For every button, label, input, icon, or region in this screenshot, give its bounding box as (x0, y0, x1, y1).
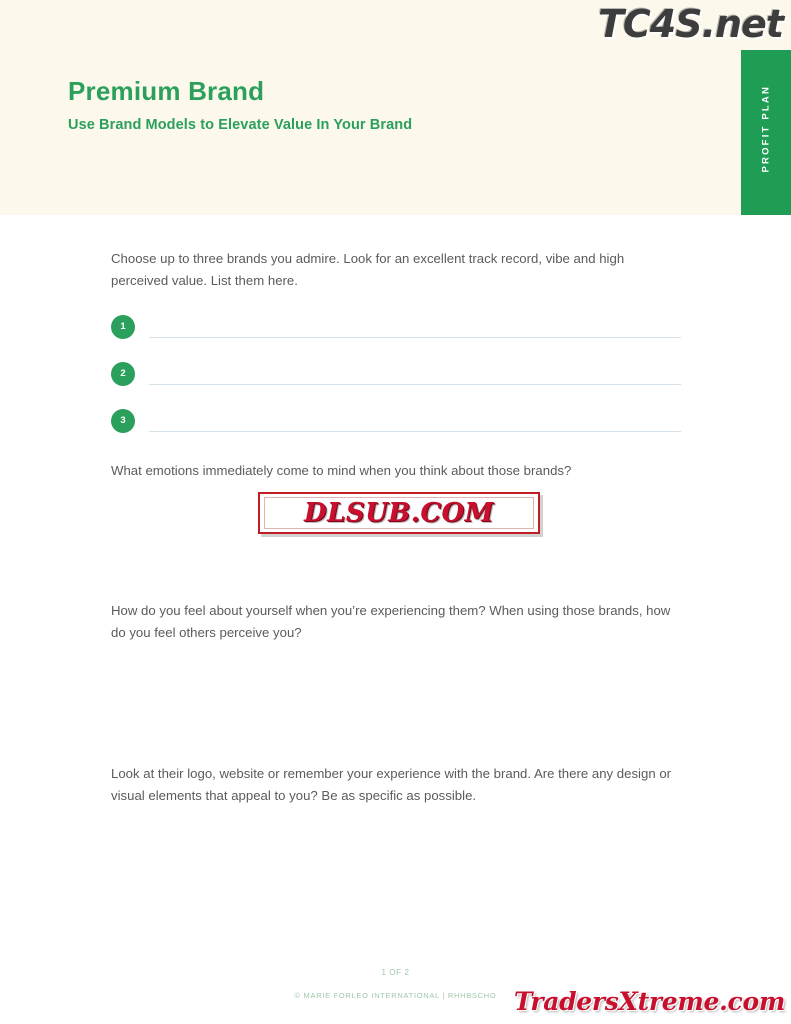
watermark-center-text: DLSUB.COM (304, 498, 494, 528)
watermark-bottom-right: TradersXtreme.com (513, 987, 785, 1016)
write-in-line[interactable] (149, 431, 681, 432)
prompt-2: What emotions immediately come to mind when you think about those brands? (111, 463, 572, 478)
list-number-badge: 1 (111, 315, 135, 339)
page-subtitle: Use Brand Models to Elevate Value In Your Brand (68, 117, 413, 133)
watermark-center-frame (264, 497, 534, 529)
side-tab (741, 50, 791, 215)
prompt-1: Choose up to three brands you admire. Look for an excellent track record, vibe and high perceived value. List them here. (111, 251, 625, 288)
list-item[interactable] (111, 362, 681, 388)
watermark-top-right: TC4S.net (597, 2, 783, 46)
side-tab-label: PROFIT PLAN (760, 84, 772, 172)
watermark-center (258, 492, 540, 534)
list-item[interactable] (111, 409, 681, 435)
list-number-badge: 3 (111, 409, 135, 433)
list-number-badge: 2 (111, 362, 135, 386)
list-item[interactable] (111, 315, 681, 341)
footer-page-number: 1 OF 2 (381, 968, 410, 977)
write-in-line[interactable] (149, 384, 681, 385)
page-title: Premium Brand (68, 76, 265, 106)
prompt-3: How do you feel about yourself when you’re experiencing them? When using those brands, how do you feel others perceive you? (111, 603, 671, 640)
footer-copyright: © MARIE FORLEO INTERNATIONAL | RHHBSCHO (294, 991, 497, 1000)
prompt-4: Look at their logo, website or remember your experience with the brand. Are there any design or visual elements that appeal to you? Be as specific as possible. (111, 766, 672, 803)
write-in-line[interactable] (149, 337, 681, 338)
